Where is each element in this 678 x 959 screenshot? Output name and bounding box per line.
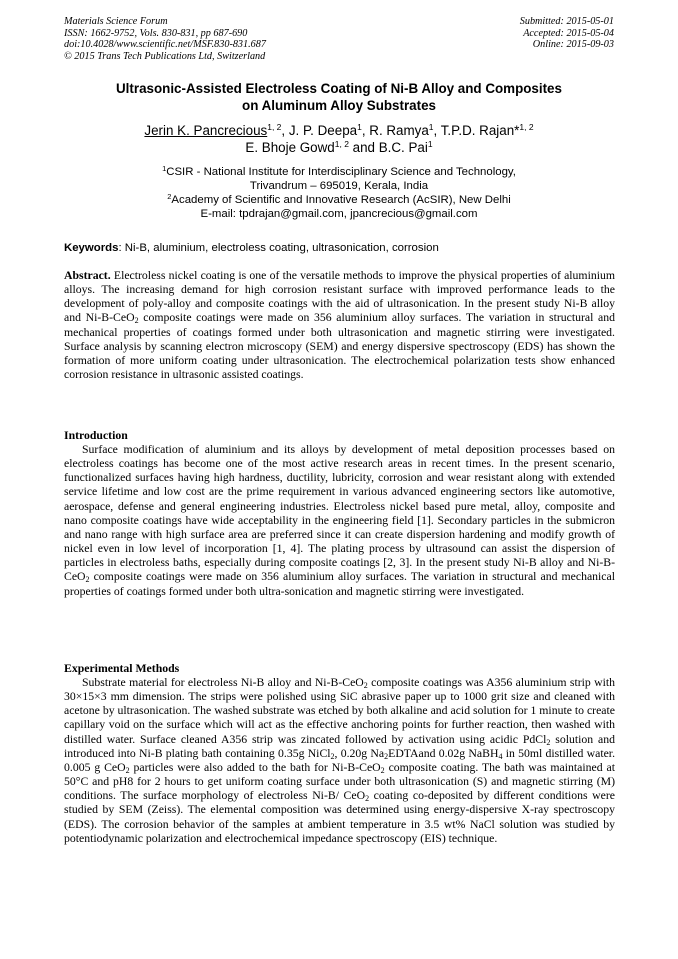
abstract-text: Electroless nickel coating is one of the versatile methods to improve the physical properties of aluminium alloys. The increasing demand for high corrosion resistant surface with improved performance leads to the development of poly-alloy and composite coatings with the aid of ultrasonication. In the present study Ni-B alloy and Ni-B-CeO (64, 269, 615, 325)
author-affil-sup: 1, 2 (267, 122, 282, 132)
abstract-text: composite coatings were made on 356 aluminium alloy surfaces. The variation in structural and mechanical properties of coatings formed under both ultrasonication and magnetic stirring were investigated. Surface analysis by scanning electron microscopy (SEM) and energy dispersive spectroscopy (EDS) has shown the formation of more uniform coating under ultrasonication. The electrochemical polarization tests show enhanced corrosion resistance in ultrasonic assisted coatings. (64, 311, 615, 382)
journal-header-right (520, 16, 614, 51)
subscript: 2 (384, 751, 389, 761)
author-name: , T.P.D. Rajan* (433, 123, 520, 138)
journal-issn: ISSN: 1662-9752, Vols. 830-831, pp 687-690 (64, 27, 248, 39)
keywords-text: : Ni-B, aluminium, electroless coating, ultrasonication, corrosion (118, 242, 439, 254)
affiliation-text: CSIR - National Institute for Interdisciplinary Science and Technology, (166, 166, 516, 178)
author-affil-sup: 1, 2 (334, 139, 349, 149)
subscript: 2 (330, 751, 335, 761)
author-name: and B.C. Pai (348, 140, 428, 155)
experimental-text: coating co-deposited by different conditions were studied by SEM (Zeiss). The elemental composition was determined using energy-dispersive X-ray spectroscopy (EDS). The corrosion behavior of the samples at ambient temperature in 3.5 wt% NaCl solution was studied by potentiodynamic polarization and electrochemical impedance spectroscopy (EIS) technique. (64, 789, 615, 845)
keywords (64, 241, 616, 255)
affiliation-1-address: Trivandrum – 695019, Kerala, India (249, 179, 429, 192)
subscript: 2 (546, 737, 551, 747)
subscript: 2 (365, 794, 370, 804)
introduction-text: Surface modification of aluminium and its alloys by development of metal deposition processes based on electroless coatings has become one of the most active research areas in recent times. In the present scenario, functionalized surfaces having high hardness, ductility, lubricity, corrosion and wear resistant along with extended service lifetime and low cost are the prime requirement in various advanced engineering sectors like automotive, aerospace, defense and general engineering industries. Electroless nickel based pure metal, alloy, composite and nano composite coatings have wide acceptability in the engineering field [1]. Secondary particles in the submicron and nano range with high surface area are preferred since it can create dispersion hardening and modify growth of nickel even in low level of incorporation [1, 4]. The plating process by ultrasound can assist the dispersion of particles in electroless baths, especially during composite coatings [2, 3]. In the present study Ni-B alloy and Ni-B-CeO (64, 443, 615, 584)
journal-copyright: © 2015 Trans Tech Publications Ltd, Switzerland (64, 50, 266, 62)
experimental-text: composite coating. The bath was maintained at 50°C and pH8 for 2 hours to get uniform coating surface under both ultrasonication (S) and magnetic stirring (M) conditions. The surface morphology of electroless Ni-B/ CeO (64, 760, 615, 803)
abstract-label: Abstract. (64, 269, 111, 282)
introduction-text: composite coatings were made on 356 aluminium alloy surfaces. The variation in structural and mechanical properties of coatings formed under both ultra-sonication and magnetic stirring were investigated. (64, 570, 615, 598)
accepted-date: Accepted: 2015-05-04 (523, 27, 614, 39)
experimental-text: , 0.20g Na (334, 746, 385, 760)
subscript: 4 (498, 751, 503, 761)
online-date: Online: 2015-09-03 (532, 39, 614, 51)
affiliation-sup: 1 (162, 164, 167, 173)
author-affil-sup: 1 (357, 122, 362, 132)
author-name: , R. Ramya (361, 123, 429, 138)
author-affil-sup: 1 (427, 139, 433, 149)
author-line-1 (64, 122, 614, 139)
affiliation-text: Academy of Scientific and Innovative Research (AcSIR), New Delhi (171, 193, 511, 206)
affiliations (64, 166, 614, 222)
title-line-1: Ultrasonic-Assisted Electroless Coating of Ni-B Alloy and Composites (116, 81, 562, 96)
experimental-text: composite coatings was A356 aluminium strip with 30×15×3 mm dimension. The strips were polished using SiC abrasive paper up to 1000 grit size and cleaned with acetone by ultrasonication. The washed substrate was etched by both alkaline and acid solution for 1 minute to create capillary void on the surface which will act as the effective anchoring points for further reaction, then washed with distilled water. Surface cleaned A356 strip was zincated followed by activation using acidic PdCl (64, 676, 615, 746)
author-line-2 (64, 139, 614, 156)
title-line-2: on Aluminum Alloy Substrates (242, 98, 436, 113)
author-name: Jerin K. Pancrecious (144, 123, 268, 138)
author-name: , J. P. Deepa (281, 123, 358, 138)
abstract (64, 269, 615, 382)
introduction-heading: Introduction (64, 429, 128, 442)
author-name: E. Bhoje Gowd (245, 140, 335, 155)
journal-name: Materials Science Forum (64, 16, 168, 27)
keywords-label: Keywords (64, 242, 119, 254)
experimental-heading: Experimental Methods (64, 662, 180, 675)
affiliation-2 (64, 191, 614, 208)
paper-title (64, 80, 614, 114)
experimental-text: EDTAand 0.02g NaBH (388, 746, 499, 760)
experimental-text: solution and introduced into Ni-B plating bath containing 0.35g NiCl (64, 732, 615, 760)
author-list (64, 122, 614, 156)
experimental-paragraph (64, 676, 615, 846)
journal-header-left (64, 16, 266, 62)
affiliation-1 (64, 166, 614, 180)
affiliation-sup: 2 (167, 191, 172, 201)
submitted-date: Submitted: 2015-05-01 (519, 16, 614, 27)
subscript: 2 (85, 575, 90, 585)
experimental-text: in 50ml distilled water. 0.005 g CeO (64, 746, 616, 774)
subscript: 2 (363, 681, 368, 690)
author-affil-sup: 1 (428, 122, 434, 132)
author-email: E-mail: tpdrajan@gmail.com, jpancrecious@gmail.com (200, 207, 478, 220)
experimental-text: Substrate material for electroless Ni-B alloy and Ni-B-CeO (82, 676, 364, 689)
author-affil-sup: 1, 2 (519, 122, 534, 132)
experimental-text: particles were also added to the bath for Ni-B-CeO (129, 760, 381, 774)
introduction-paragraph (64, 443, 615, 599)
subscript: 2 (380, 765, 385, 775)
subscript: 2 (134, 316, 139, 326)
journal-doi: doi:10.4028/www.scientific.net/MSF.830-831.687 (64, 39, 266, 51)
subscript: 2 (125, 765, 130, 775)
